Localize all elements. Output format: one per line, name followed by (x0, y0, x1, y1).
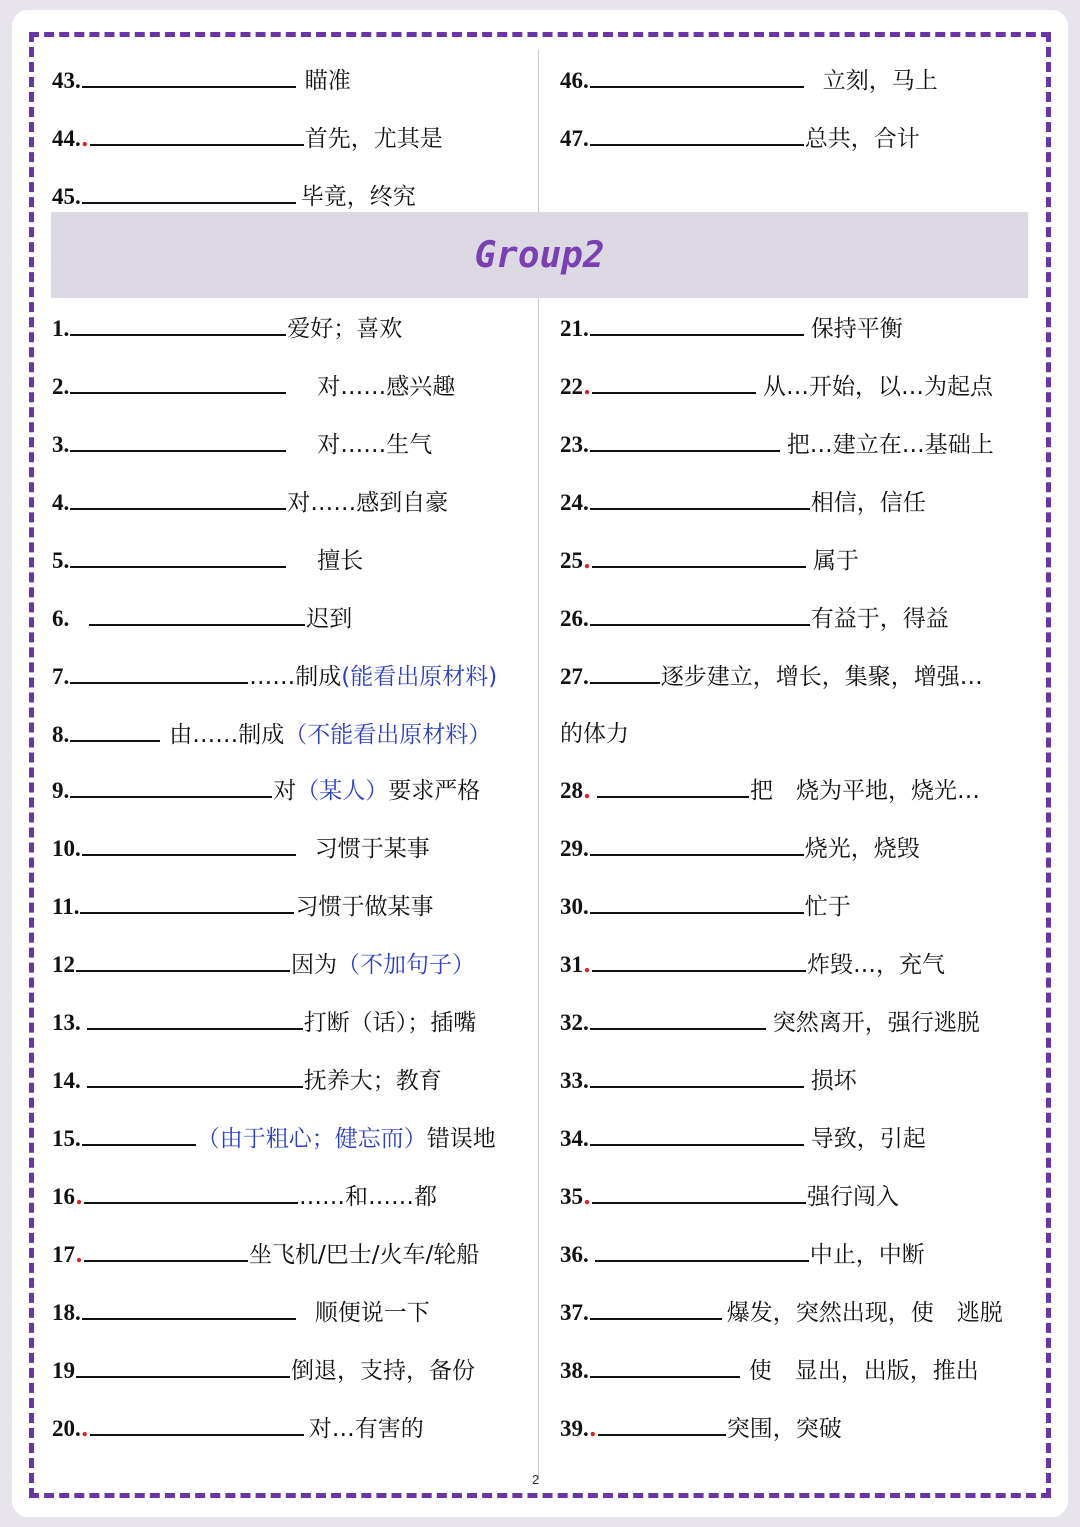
list-item: 9. 对（某人）要求严格 (52, 770, 480, 810)
answer-blank[interactable] (590, 118, 804, 146)
answer-blank[interactable] (70, 714, 160, 742)
answer-blank[interactable] (592, 366, 756, 394)
answer-blank[interactable] (70, 424, 286, 452)
answer-blank[interactable] (80, 886, 294, 914)
list-item: 23. 把…建立在…基础上 (560, 424, 994, 464)
list-item-continuation: 的体力 (560, 721, 629, 747)
list-item: 27. 逐步建立，增长，集聚，增强… (560, 656, 983, 696)
answer-blank[interactable] (592, 1176, 806, 1204)
answer-blank[interactable] (592, 944, 806, 972)
list-item: 43. 瞄准 (52, 60, 351, 100)
answer-blank[interactable] (590, 1060, 804, 1088)
answer-blank[interactable] (590, 656, 660, 684)
answer-blank[interactable] (598, 1408, 726, 1436)
list-item: 13. 打断（话）；插嘴 (52, 1002, 476, 1042)
list-item: 5. 擅长 (52, 540, 363, 580)
list-item: 39.. 突围，突破 (560, 1408, 842, 1448)
answer-blank[interactable] (76, 944, 290, 972)
answer-blank[interactable] (592, 540, 806, 568)
answer-blank[interactable] (87, 1060, 303, 1088)
list-item: 25. 属于 (560, 540, 859, 580)
answer-blank[interactable] (590, 482, 810, 510)
list-item: 4. 对……感到自豪 (52, 482, 448, 522)
answer-blank[interactable] (590, 598, 810, 626)
answer-blank[interactable] (82, 828, 296, 856)
answer-blank[interactable] (595, 1234, 809, 1262)
list-item: 45. 毕竟，终究 (52, 176, 416, 216)
list-item: 10. 习惯于某事 (52, 828, 430, 868)
list-item: 38. 使 显出，出版，推出 (560, 1350, 979, 1390)
answer-blank[interactable] (70, 770, 272, 798)
answer-blank[interactable] (82, 1292, 296, 1320)
answer-blank[interactable] (90, 118, 304, 146)
list-item: 30. 忙于 (560, 886, 851, 926)
answer-blank[interactable] (84, 1176, 298, 1204)
list-item: 32. 突然离开，强行逃脱 (560, 1002, 980, 1042)
answer-blank[interactable] (70, 308, 286, 336)
answer-blank[interactable] (82, 176, 296, 204)
list-item: 34. 导致，引起 (560, 1118, 926, 1158)
answer-blank[interactable] (87, 1002, 303, 1030)
answer-blank[interactable] (70, 656, 248, 684)
answer-blank[interactable] (590, 886, 804, 914)
list-item: 11. 习惯于做某事 (52, 886, 433, 926)
answer-blank[interactable] (590, 828, 804, 856)
list-item: 18. 顺便说一下 (52, 1292, 430, 1332)
list-item: 22. 从…开始，以…为起点 (560, 366, 993, 406)
list-item: 33. 损坏 (560, 1060, 857, 1100)
list-item: 6. 迟到 (52, 598, 352, 638)
answer-blank[interactable] (70, 366, 286, 394)
list-item: 3. 对……生气 (52, 424, 432, 464)
list-item: 17. 坐飞机/巴士/火车/轮船 (52, 1234, 479, 1274)
list-item: 47. 总共，合计 (560, 118, 920, 158)
list-item: 29. 烧光，烧毁 (560, 828, 920, 868)
answer-blank[interactable] (590, 1292, 722, 1320)
answer-blank[interactable] (597, 770, 749, 798)
list-item: 31. 炸毁…，充气 (560, 944, 945, 984)
answer-blank[interactable] (90, 1408, 304, 1436)
answer-blank[interactable] (70, 482, 286, 510)
page-number: 2 (532, 1472, 540, 1487)
list-item: 7. ……制成(能看出原材料) (52, 656, 497, 696)
answer-blank[interactable] (76, 1350, 290, 1378)
list-item: 19 倒退，支持，备份 (52, 1350, 475, 1390)
group-banner (51, 212, 1028, 298)
list-item: 35. 强行闯入 (560, 1176, 899, 1216)
answer-blank[interactable] (590, 308, 804, 336)
answer-blank[interactable] (82, 60, 296, 88)
answer-blank[interactable] (590, 1350, 740, 1378)
list-item: 2. 对……感兴趣 (52, 366, 455, 406)
list-item: 28. 把 烧为平地，烧光… (560, 770, 980, 810)
answer-blank[interactable] (590, 1118, 804, 1146)
list-item: 24. 相信，信任 (560, 482, 926, 522)
list-item: 1. 爱好；喜欢 (52, 308, 402, 348)
list-item: 8. 由……制成（不能看出原材料） (52, 714, 491, 754)
list-item: 44.. 首先，尤其是 (52, 118, 443, 158)
list-item: 20.. 对…有害的 (52, 1408, 424, 1448)
list-item: 16. ……和……都 (52, 1176, 437, 1216)
group-title: Group2 (474, 234, 605, 276)
answer-blank[interactable] (70, 540, 286, 568)
list-item: 37. 爆发，突然出现，使 逃脱 (560, 1292, 1003, 1332)
answer-blank[interactable] (590, 1002, 766, 1030)
answer-blank[interactable] (82, 1118, 196, 1146)
list-item: 12 因为（不加句子） (52, 944, 475, 984)
list-item: 14. 抚养大；教育 (52, 1060, 442, 1100)
list-item: 26. 有益于，得益 (560, 598, 949, 638)
answer-blank[interactable] (590, 60, 804, 88)
answer-blank[interactable] (84, 1234, 248, 1262)
list-item: 15. （由于粗心；健忘而）错误地 (52, 1118, 496, 1158)
answer-blank[interactable] (89, 598, 305, 626)
answer-blank[interactable] (590, 424, 780, 452)
list-item: 46. 立刻，马上 (560, 60, 938, 100)
list-item: 36. 中止，中断 (560, 1234, 925, 1274)
list-item: 21. 保持平衡 (560, 308, 903, 348)
